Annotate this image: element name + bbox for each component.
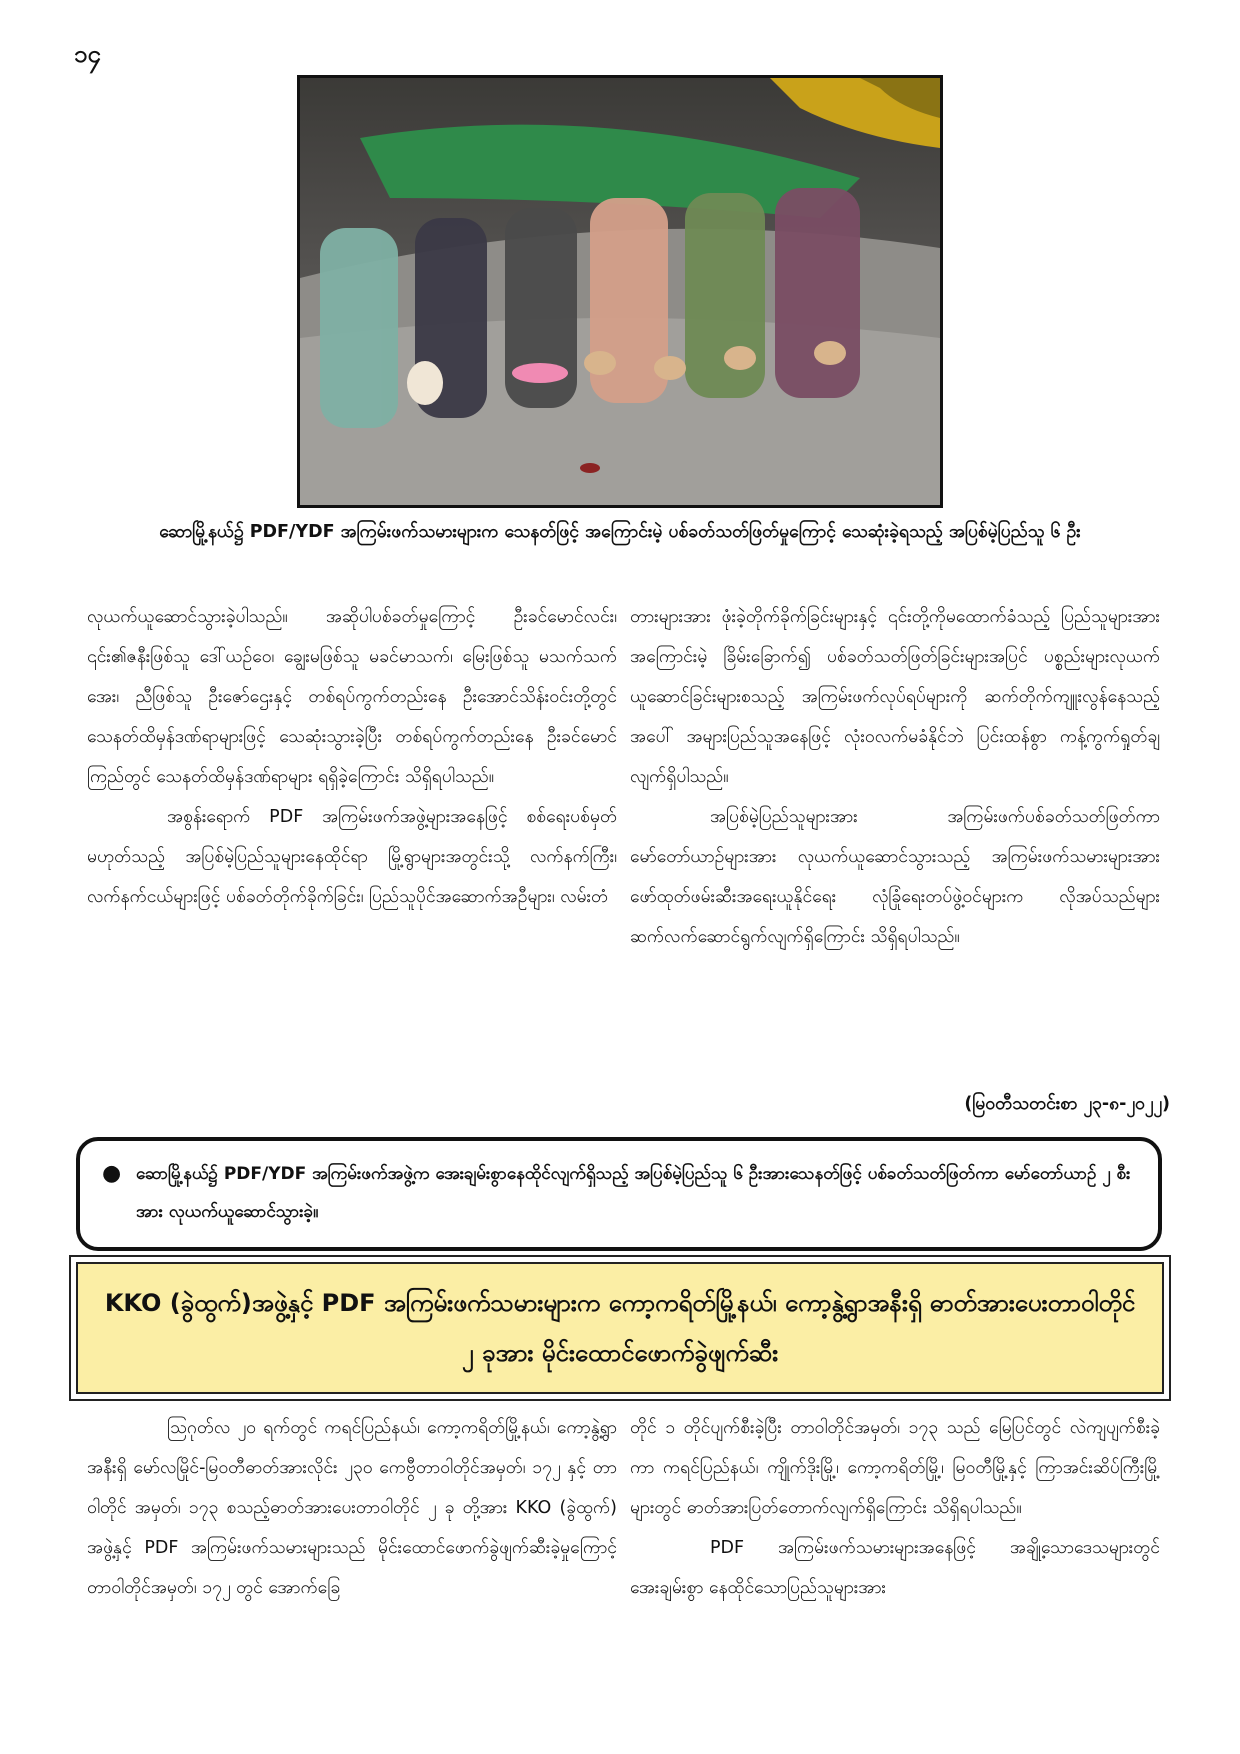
article1-paragraph: တားများအား ဖုံးခဲ့တိုက်ခိုက်ခြင်းများနှင့် ၎င်းတို့ကိုမထောက်ခံသည့် ပြည်သူများအား အကြောင်းမဲ့ ခြိမ်းခြောက်၍ ပစ်ခတ်သတ်ဖြတ်ခြင်းများအပြင် ပစ္စည်းများလုယက်ယူဆောင်ခြင်းများစသည့် အကြမ်းဖက်လုပ်ရပ်များကို ဆက်တိုက်ကျူးလွန်နေသည့်အပေါ် အများပြည်သူအနေဖြင့် လုံးဝလက်မခံနိုင်ဘဲ ပြင်းထန်စွာ ကန့်ကွက်ရှုတ်ချလျက်ရှိပါသည်။ [630,607,1160,787]
article2-paragraph: တိုင် ၁ တိုင်ပျက်စီးခဲ့ပြီး တာဝါတိုင်အမှတ်၊ ၁၇၃ သည် မြေပြင်တွင် လဲကျပျက်စီးခဲ့ကာ ကရင်ပြည်နယ်၊ ကျိုက်ဒိုးမြို့၊ ကော့ကရိတ်မြို့၊ မြဝတီမြို့နှင့် ကြာအင်းဆိပ်ကြီးမြို့များတွင် ဓာတ်အားပြတ်တောက်လျက်ရှိကြောင်း သိရှိရပါသည်။ [630,1418,1160,1518]
article2-headline: KKO (ခွဲထွက်)အဖွဲ့နှင့် PDF အကြမ်းဖက်သမားများက ကော့ကရိတ်မြို့နယ်၊ ကော့နွဲ့ရွာအနီးရှိ ဓာတ်အားပေးတာဝါတိုင် ၂ ခုအား မိုင်းထောင်ဖောက်ခွဲဖျက်ဆီး [104,1289,1136,1367]
photo-placeholder-icon [300,78,940,505]
photo-caption: ဆောမြို့နယ်၌ PDF/YDF အကြမ်းဖက်သမားများက သေနတ်ဖြင့် အကြောင်းမဲ့ ပစ်ခတ်သတ်ဖြတ်မှုကြောင့် သေဆုံးခဲ့ရသည့် အပြစ်မဲ့ပြည်သူ ၆ ဦး [159,522,1081,542]
article1-paragraph: လုယက်ယူဆောင်သွားခဲ့ပါသည်။ အဆိုပါပစ်ခတ်မှုကြောင့် ဦးခင်မောင်လင်း၊ ၎င်း၏ဇနီးဖြစ်သူ ဒေါ်ယဉ်ဝေ၊ ချွေးမဖြစ်သူ မခင်မာသက်၊ မြေးဖြစ်သူ မသက်သက်အေး၊ ညီဖြစ်သူ ဦးဇော်ဌေးနှင့် တစ်ရပ်ကွက်တည်းနေ ဦးအောင်သိန်းဝင်းတို့တွင် သေနတ်ထိမှန်ဒဏ်ရာများဖြင့် သေဆုံးသွားခဲ့ပြီး တစ်ရပ်ကွက်တည်းနေ ဦးခင်မောင်ကြည်တွင် သေနတ်ထိမှန်ဒဏ်ရာများ ရရှိခဲ့ကြောင်း သိရှိရပါသည်။ [87,607,617,787]
article2-paragraph: PDF အကြမ်းဖက်သမားများအနေဖြင့် အချို့သောဒေသများတွင် အေးချမ်းစွာ နေထိုင်သောပြည်သူများအား [630,1538,1160,1598]
article1-left-column [87,597,617,917]
article1-source: (မြဝတီသတင်းစာ ၂၃-၈-၂၀၂၂) [964,1094,1170,1114]
article2-paragraph: ဩဂုတ်လ ၂၀ ရက်တွင် ကရင်ပြည်နယ်၊ ကော့ကရိတ်မြို့နယ်၊ ကော့နွဲ့ရွာအနီးရှိ မော်လမြိုင်-မြဝတီဓာတ်အားလိုင်း ၂၃၀ ကေဗွီတာဝါတိုင်အမှတ်၊ ၁၇၂ နှင့် တာဝါတိုင် အမှတ်၊ ၁၇၃ စသည့်ဓာတ်အားပေးတာဝါတိုင် ၂ ခု တို့အား KKO (ခွဲထွက်) အဖွဲ့နှင့် PDF အကြမ်းဖက်သမားများသည် မိုင်းထောင်ဖောက်ခွဲဖျက်ဆီးခဲ့မှုကြောင့် တာဝါတိုင်အမှတ်၊ ၁၇၂ တွင် အောက်ခြေ [87,1418,617,1598]
page-number: ၁၄ [74,40,101,68]
bullet-icon: ● [102,1161,122,1186]
summary-text: ဆောမြို့နယ်၌ PDF/YDF အကြမ်းဖက်အဖွဲ့က အေးချမ်းစွာနေထိုင်လျက်ရှိသည့် အပြစ်မဲ့ပြည်သူ ၆ ဦးအားသေနတ်ဖြင့် ပစ်ခတ်သတ်ဖြတ်ကာ မော်တော်ယာဉ် ၂ စီးအား လုယက်ယူဆောင်သွားခဲ့။ [136,1164,1131,1222]
article1-paragraph: အပြစ်မဲ့ပြည်သူများအား အကြမ်းဖက်ပစ်ခတ်သတ်ဖြတ်ကာ မော်တော်ယာဉ်များအား လုယက်ယူဆောင်သွားသည့် အကြမ်းဖက်သမားများအား ဖော်ထုတ်ဖမ်းဆီးအရေးယူနိုင်ရေး လုံခြုံရေးတပ်ဖွဲ့ဝင်များက လိုအပ်သည်များ ဆက်လက်ဆောင်ရွက်လျက်ရှိကြောင်း သိရှိရပါသည်။ [630,807,1160,947]
news-photo [297,75,943,508]
headline-box [76,1262,1164,1394]
summary-box [76,1137,1162,1251]
article2-left-column [87,1408,617,1608]
article1-right-column [630,597,1160,957]
article2-right-column [630,1408,1160,1608]
article1-paragraph: အစွန်းရောက် PDF အကြမ်းဖက်အဖွဲ့များအနေဖြင့် စစ်ရေးပစ်မှတ်မဟုတ်သည့် အပြစ်မဲ့ပြည်သူများနေထိုင်ရာ မြို့ရွာများအတွင်းသို့ လက်နက်ကြီး၊ လက်နက်ငယ်များဖြင့် ပစ်ခတ်တိုက်ခိုက်ခြင်း၊ ပြည်သူပိုင်အဆောက်အဦများ၊ လမ်းတံ [87,807,617,907]
